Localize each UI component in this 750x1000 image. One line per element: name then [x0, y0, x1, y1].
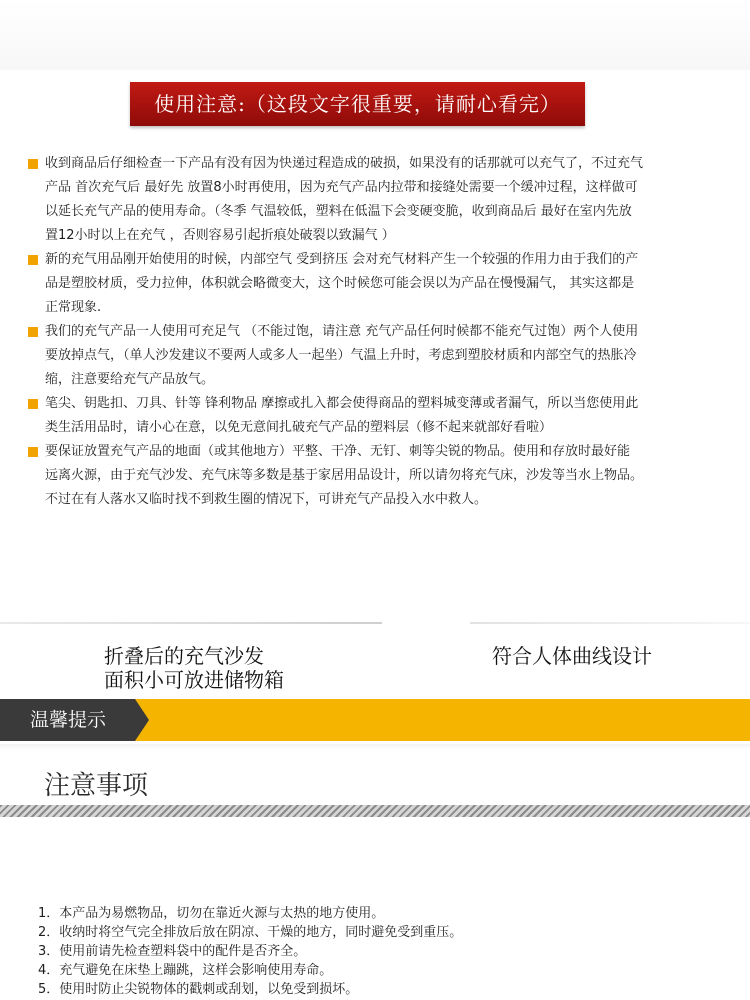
note-line: 新的充气用品刚开始使用的时候，内部空气 受到挤压 会对充气材料产生一个较强的作用力由于我们的产 — [45, 252, 639, 267]
note-line: 置12小时以上在充气 ，否则容易引起折痕处破裂以致漏气 ） — [45, 228, 395, 243]
note-line: 笔尖、钥匙扣、刀具、针等 锋利物品 摩擦或扎入都会使得商品的塑料城变薄或者漏气，所以当您使用此 — [45, 396, 639, 411]
note-paragraph — [28, 152, 698, 248]
caption-ergonomic: 符合人体曲线设计 — [492, 644, 652, 668]
caption-folded-sofa — [104, 644, 284, 692]
section-divider — [0, 622, 382, 624]
note-line: 品是塑胶材质，受力拉伸，体积就会略微变大，这个时候您可能会误以为产品在慢慢漏气， 其实这都是 — [45, 276, 635, 291]
tip-label: 温馨提示 — [0, 699, 135, 741]
note-line: 缩，注意要给充气产品放气。 — [45, 372, 215, 387]
note-paragraph — [28, 392, 698, 440]
note-line: 不过在有人落水又临时找不到救生圈的情况下，可讲充气产品投入水中救人。 — [45, 492, 488, 507]
bullet-square-icon — [28, 255, 38, 265]
usage-notice-banner: 使用注意:（这段文字很重要，请耐心看完） — [130, 82, 585, 126]
note-line: 类生活用品时，请小心在意，以免无意间扎破充气产品的塑料层（修不起来就部好看啦） — [45, 420, 553, 435]
bullet-square-icon — [28, 159, 38, 169]
top-fade-band — [0, 0, 750, 70]
note-line: 以延长充气产品的使用寿命。（冬季 气温较低，塑料在低温下会变硬变脆，收到商品后 最好在室内先放 — [45, 204, 632, 219]
tip-arrow-icon — [135, 699, 149, 741]
note-line: 正常现象. — [45, 300, 102, 315]
note-paragraph — [28, 248, 698, 320]
hatched-divider — [0, 805, 750, 817]
precautions-list — [38, 904, 718, 999]
note-line: 要保证放置充气产品的地面（或其他地方）平整、干净、无钉、刺等尖锐的物品。使用和存放时最好能 — [45, 444, 631, 459]
caption-line: 折叠后的充气沙发 — [104, 644, 264, 668]
list-item: 4．充气避免在床垫上蹦跳，这样会影响使用寿命。 — [38, 963, 333, 978]
faint-divider — [0, 744, 750, 750]
list-item: 2．收纳时将空气完全排放后放在阴凉、干燥的地方，同时避免受到重压。 — [38, 925, 463, 940]
caption-line: 面积小可放进储物箱 — [104, 668, 284, 692]
bullet-square-icon — [28, 327, 38, 337]
bullet-square-icon — [28, 399, 38, 409]
note-line: 远离火源，由于充气沙发、充气床等多数是基于家居用品设计，所以请勿将充气床，沙发等当水上物品。 — [45, 468, 644, 483]
bullet-square-icon — [28, 447, 38, 457]
list-item: 5．使用时防止尖锐物体的戳刺或刮划，以免受到损坏。 — [38, 982, 359, 997]
usage-notes — [28, 152, 698, 512]
list-item: 1．本产品为易燃物品，切勿在靠近火源与太热的地方使用。 — [38, 906, 385, 921]
note-line: 我们的充气产品一人使用可充足气 （不能过饱，请注意 充气产品任何时候都不能充气过饱）两个人使用 — [45, 324, 639, 339]
note-line: 收到商品后仔细检查一下产品有没有因为快递过程造成的破损，如果没有的话那就可以充气了，不过充气 — [45, 156, 644, 171]
list-item: 3．使用前请先检查塑料袋中的配件是否齐全。 — [38, 944, 307, 959]
note-paragraph — [28, 320, 698, 392]
note-line: 产品 首次充气后 最好先 放置8小时再使用，因为充气产品内拉带和接缝处需要一个缓冲过程，这样做可 — [45, 180, 638, 195]
section-divider — [470, 622, 750, 624]
section-title: 注意事项 — [44, 771, 149, 801]
note-line: 要放掉点气，（单人沙发建议不要两人或多人一起坐）气温上升时，考虑到塑胶材质和内部空气的热胀冷 — [45, 348, 637, 363]
note-paragraph — [28, 440, 698, 512]
